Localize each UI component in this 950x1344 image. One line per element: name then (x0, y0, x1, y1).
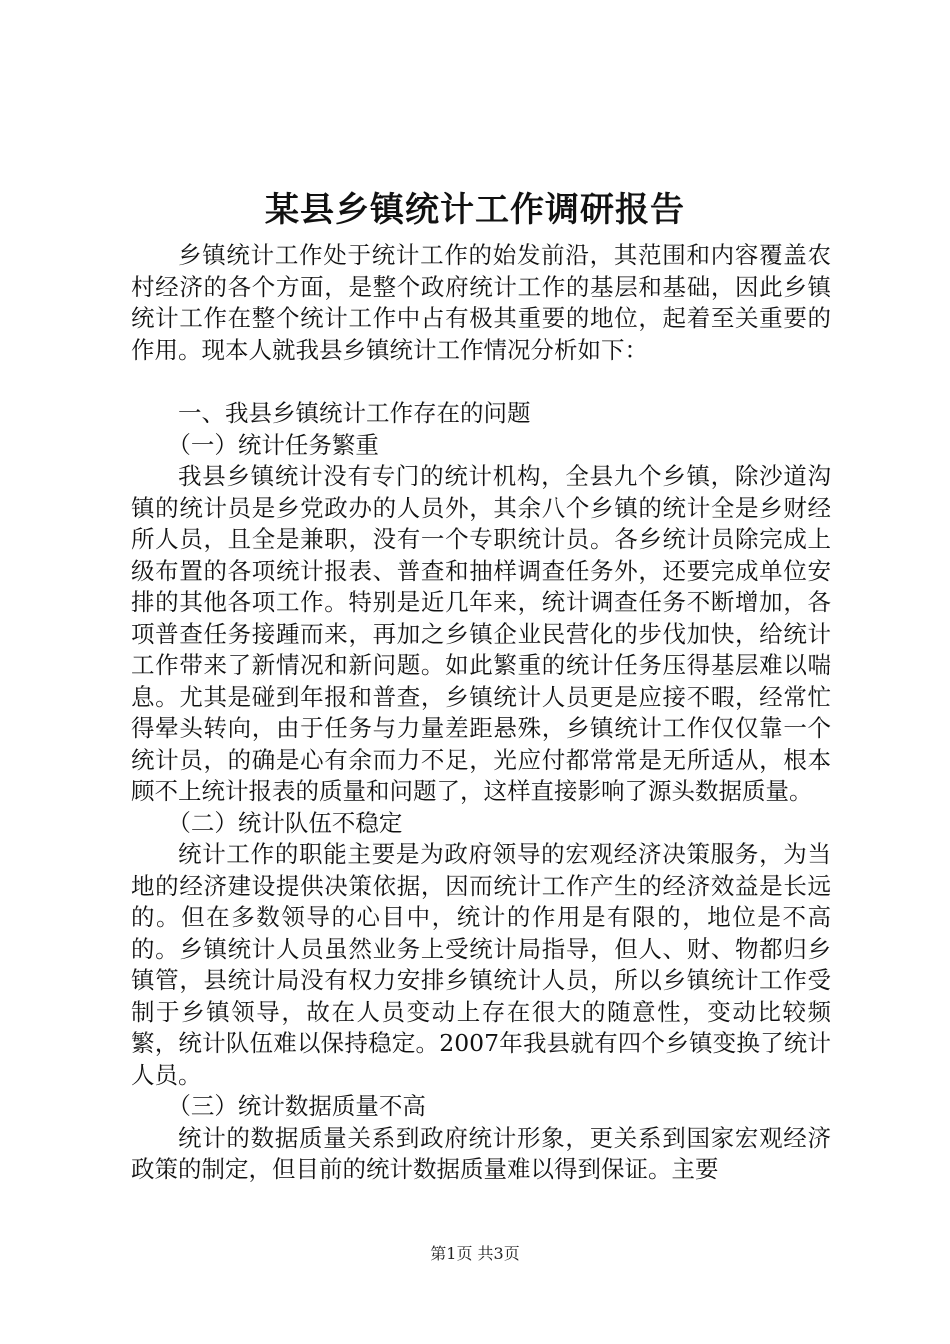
section-heading: 一、我县乡镇统计工作存在的问题 (178, 399, 531, 427)
subsection-heading: （三）统计数据质量不高 (167, 1092, 426, 1120)
subsection-heading: （一）统计任务繁重 (167, 430, 379, 459)
document-title: 某县乡镇统计工作调研报告 (265, 190, 685, 230)
subsection-heading: （二）统计队伍不稳定 (167, 808, 403, 837)
intro-paragraph: 乡镇统计工作处于统计工作的始发前沿，其范围和内容覆盖农村经济的各个方面，是整个政府统计工作的基层和基础，因此乡镇统计工作在整个统计工作中占有极其重要的地位，起着至关重要的作用。现本人就我县乡镇统计工作情况分析如下： (131, 241, 831, 364)
body-paragraph: 统计的数据质量关系到政府统计形象，更关系到国家宏观经济政策的制定，但目前的统计数据质量难以得到保证。主要 (131, 1123, 831, 1183)
paragraph-gap (131, 366, 831, 398)
body-paragraph: 统计工作的职能主要是为政府领导的宏观经济决策服务，为当地的经济建设提供决策依据，因而统计工作产生的经济效益是长远的。但在多数领导的心目中，统计的作用是有限的，地位是不高的。乡镇统计人员虽然业务上受统计局指导，但人、财、物都归乡镇管，县统计局没有权力安排乡镇统计人员，所以乡镇统计工作受制于乡镇领导，故在人员变动上存在很大的随意性，变动比较频繁，统计队伍难以保持稳定。2007年我县就有四个乡镇变换了统计人员。 (131, 840, 831, 1089)
document-body (131, 240, 831, 1186)
page-footer: 第1页 共3页 (430, 1244, 520, 1263)
body-paragraph: 我县乡镇统计没有专门的统计机构，全县九个乡镇，除沙道沟镇的统计员是乡党政办的人员外，其余八个乡镇的统计全是乡财经所人员，且全是兼职，没有一个专职统计员。各乡统计员除完成上级布置的各项统计报表、普查和抽样调查任务外，还要完成单位安排的其他各项工作。特别是近几年来，统计调查任务不断增加，各项普查任务接踵而来，再加之乡镇企业民营化的步伐加快，给统计工作带来了新情况和新问题。如此繁重的统计任务压得基层难以喘息。尤其是碰到年报和普查，乡镇统计人员更是应接不暇，经常忙得晕头转向，由于任务与力量差距悬殊，乡镇统计工作仅仅靠一个统计员，的确是心有余而力不足，光应付都常常是无所适从，根本顾不上统计报表的质量和问题了，这样直接影响了源头数据质量。 (131, 462, 831, 805)
